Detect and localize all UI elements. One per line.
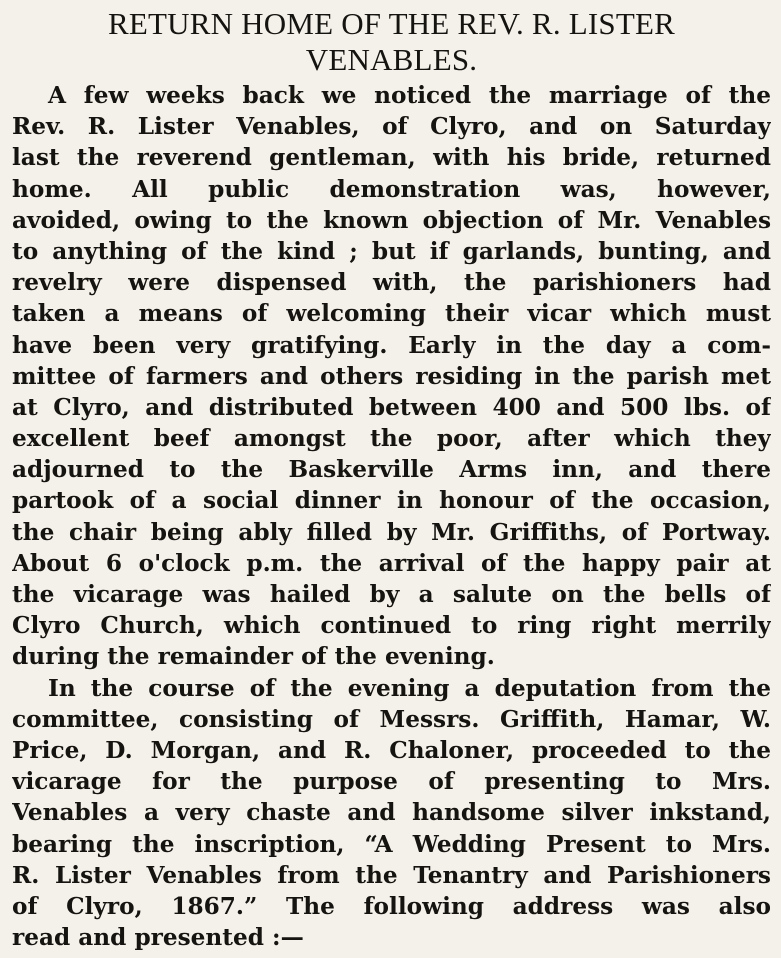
paragraph-1-line-8: taken a means of welcoming their vicar which must [12, 300, 771, 328]
paragraph-1-line-9: have been very gratifying. Early in the day a com- [12, 331, 771, 359]
paragraph-2-line-5: Venables a very chaste and handsome silver inkstand, [12, 799, 771, 827]
paragraph-1-line-13: adjourned to the Baskerville Arms inn, and there [12, 456, 771, 484]
paragraph-1-line-10: mittee of farmers and others residing in the parish met [12, 362, 771, 390]
paragraph-1-line-3: last the reverend gentleman, with his bride, returned [12, 144, 771, 172]
paragraph-2-line-9: read and presented :— [12, 924, 304, 952]
headline-line-2: VENABLES. [305, 42, 478, 77]
paragraph-1-line-12: excellent beef amongst the poor, after which they [12, 425, 771, 453]
paragraph-1-line-19: during the remainder of the evening. [12, 643, 495, 671]
paragraph-1-line-4: home. All public demonstration was, however, [12, 175, 771, 203]
paragraph-2-line-7: R. Lister Venables from the Tenantry and Parishioners [12, 861, 771, 889]
paragraph-1-line-18: Clyro Church, which continued to ring right merrily [12, 612, 771, 640]
paragraph-1-line-16: About 6 o'clock p.m. the arrival of the happy pair at [12, 549, 771, 577]
paragraph-2-line-2: committee, consisting of Messrs. Griffith, Hamar, W. [12, 705, 771, 733]
headline-line-1: RETURN HOME OF THE REV. R. LISTER [108, 6, 675, 41]
paragraph-2-line-6: bearing the inscription, “A Wedding Present to Mrs. [12, 830, 771, 858]
paragraph-1-line-14: partook of a social dinner in honour of the occasion, [12, 487, 771, 515]
paragraph-2-line-1: In the course of the evening a deputation from the [48, 674, 771, 702]
article-body [12, 80, 771, 953]
paragraph-1-line-17: the vicarage was hailed by a salute on the bells of [12, 581, 771, 608]
paragraph-1-line-6: to anything of the kind ; but if garlands, bunting, and [12, 237, 771, 265]
paragraph-1-line-5: avoided, owing to the known objection of Mr. Venables [12, 206, 771, 234]
paragraph-1-line-1: A few weeks back we noticed the marriage of the [48, 82, 771, 109]
paragraph-1-line-15: the chair being ably filled by Mr. Griffiths, of Portway. [12, 518, 771, 546]
paragraph-1-line-7: revelry were dispensed with, the parishioners had [12, 269, 771, 297]
paragraph-2-line-8: of Clyro, 1867.” The following address was also [12, 892, 771, 920]
paragraph-2-line-3: Price, D. Morgan, and R. Chaloner, proceeded to the [12, 736, 771, 764]
paragraph-1-line-2: Rev. R. Lister Venables, of Clyro, and on Saturday [12, 113, 771, 141]
paragraph-2-line-4: vicarage for the purpose of presenting to Mrs. [12, 768, 771, 796]
paragraph-1-line-11: at Clyro, and distributed between 400 and 500 lbs. of [12, 393, 771, 421]
article-headline [12, 6, 771, 78]
